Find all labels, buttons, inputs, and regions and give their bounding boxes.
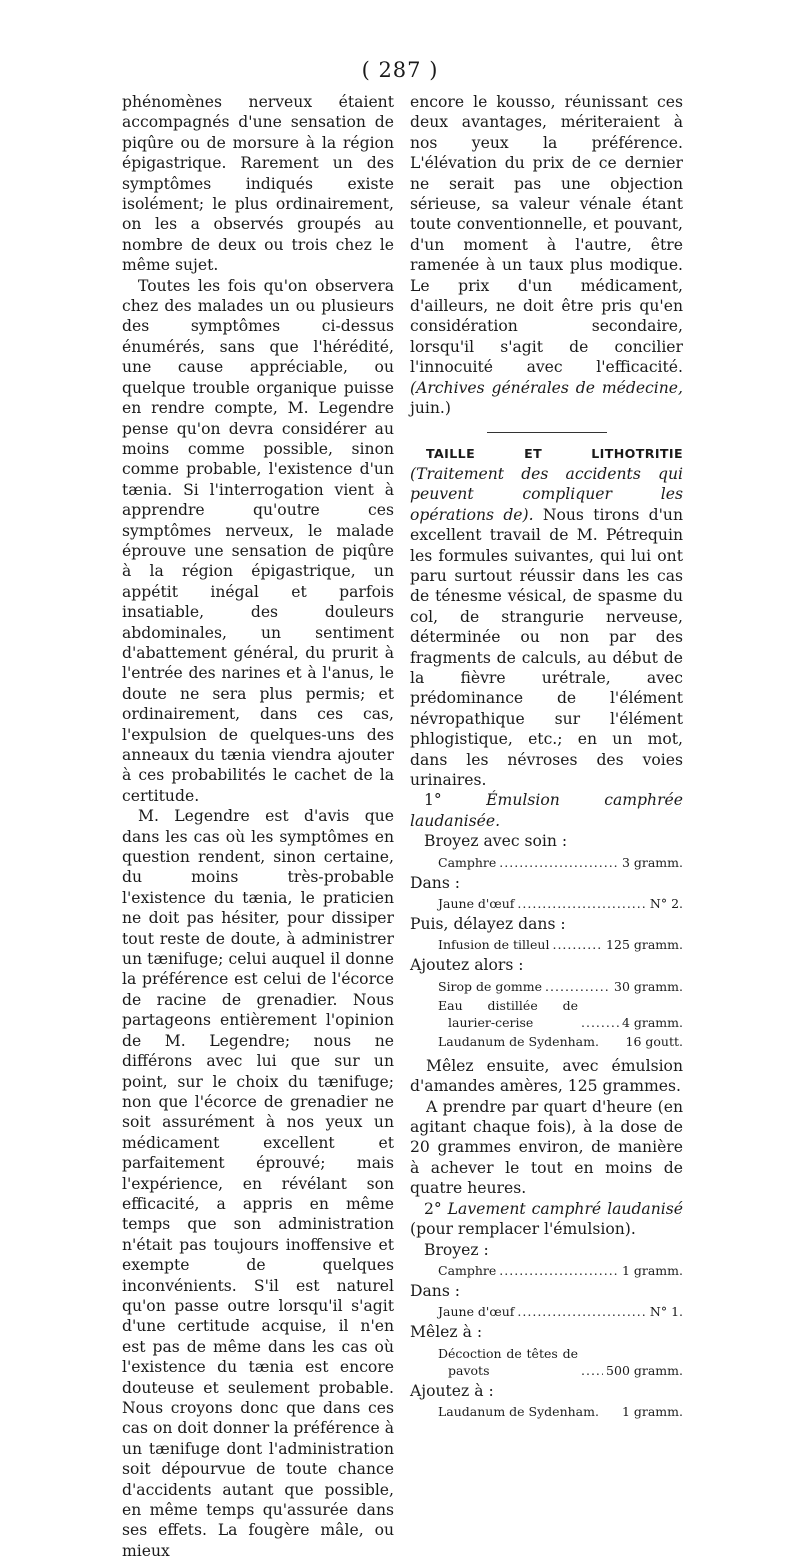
formula-2-ingredient-1 (410, 1262, 683, 1279)
ingredient-qty: 16 goutt. (625, 1033, 683, 1049)
ingredient-name: Jaune d'œuf (438, 896, 515, 912)
ingredient-name: Laudanum de Sydenham. (438, 1033, 599, 1049)
ingredient-qty: 30 gramm. (614, 978, 683, 994)
leader-dots (581, 1014, 619, 1031)
ingredient-qty: 500 gramm. (606, 1362, 683, 1378)
left-paragraph-2: Toutes les fois qu'on observera chez des malades un ou plusieurs des symptômes ci-dessus énumérés, sans que l'hérédité, une cause appréciable, ou quelque trouble organique puisse en rendre compte, M. Legendre pense qu'on devra considérer au moins comme possible, sinon comme probable, l'existence d'un tænia. Si l'interrogation vient à apprendre qu'outre ces symptômes nerveux, le malade éprouve une sensation de piqûre à la région épigastrique, un appétit inégal et parfois insatiable, des douleurs abdominales, un sentiment d'abattement général, du prurit à l'entrée des narines et à l'anus, le doute ne sera plus permis; et ordinairement, dans ces cas, l'expulsion de quelques-uns des anneaux du tænia viendra ajouter à ces probabilités le cachet de la certitude. (122, 276, 394, 805)
formula-1-ingredient-4 (410, 978, 683, 995)
intro-citation-end: juin.) (410, 399, 451, 418)
intro-text: encore le kousso, réunissant ces deux avantages, mériteraient à nos yeux la préférence. L'élévation du prix de ce dernier ne serait pas une objection sérieuse, sa valeur vénale étant toute conventionnelle, et pouvant, d'un moment à l'autre, être ramenée à un taux plus modique. Le prix d'un médicament, d'ailleurs, ne doit être pris qu'en considération secondaire, lorsqu'il s'agit de concilier l'innocuité avec l'efficacité. (410, 93, 683, 377)
formula-1-step-3: Puis, délayez dans : (410, 915, 566, 934)
ingredient-name: Eau distillée de laurier-cerise (438, 997, 578, 1030)
ingredient-name: Camphre (438, 854, 497, 870)
formula-1-step-1: Broyez avec soin : (424, 832, 568, 851)
formula-2-ingredient-2 (410, 1303, 683, 1320)
formula-1-note-2: A prendre par quart d'heure (en agitant chaque fois), à la dose de 20 grammes environ, de manière à achever le tout en moins de quatre heures. (410, 1097, 683, 1198)
formula-2-ingredient-4 (410, 1403, 683, 1420)
formula-2-heading (410, 1199, 683, 1240)
page-number: ( 287 ) (361, 58, 439, 82)
ingredient-name: Sirop de gomme (438, 978, 543, 994)
ingredient-qty: 3 gramm. (621, 854, 683, 870)
section-paragraph (410, 443, 683, 791)
formula-2-step-3: Mêlez à : (410, 1323, 483, 1342)
formula-2-step-4: Ajoutez à : (410, 1381, 494, 1400)
ingredient-qty: 1 gramm. (621, 1262, 683, 1278)
ingredient-qty: 125 gramm. (606, 937, 683, 953)
left-paragraph-3: M. Legendre est d'avis que dans les cas où les symptômes en question rendent, sinon certaine, du moins très-probable l'existence du tænia, le praticien ne doit pas hésiter, pour dissiper tout reste de doute, à administrer un tænifuge; celui auquel il donne la préférence est celui de l'écorce de racine de grenadier. Nous partageons entièrement l'opinion de M. Legendre; nous ne différons avec lui que sur un point, sur le choix du tænifuge; non que l'écorce de grenadier ne soit assurément à nos yeux un médicament excellent et parfaitement éprouvé; mais l'expérience, en révélant son efficacité, a appris en même temps que son administration n'était pas toujours inoffensive et exempte de quelques inconvénients. S'il est naturel qu'on passe outre lorsqu'il s'agit d'une certitude acquise, il n'en est pas de même dans les cas où l'existence du tænia est encore douteuse et seulement probable. Nous croyons donc que dans ces cas on doit donner la préférence à un tænifuge dont l'administration soit dépourvue de toute chance d'accidents autant que possible, en même temps qu'assurée dans ses effets. La fougère mâle, ou mieux (122, 807, 394, 1560)
ingredient-qty: 1 gramm. (621, 1404, 683, 1420)
left-column (122, 92, 394, 1561)
formula-1-ingredient-5 (410, 997, 683, 1031)
right-intro-paragraph (410, 92, 683, 419)
formula-2-number: 2° (424, 1199, 442, 1218)
formula-1-ingredient-3 (410, 936, 683, 953)
section-subtitle: (Traitement des accidents qui peuvent compliquer les opérations de). (410, 464, 683, 524)
formula-1-ingredient-6 (410, 1033, 683, 1050)
formula-2-step-2: Dans : (410, 1281, 461, 1300)
ingredient-name: Laudanum de Sydenham. (438, 1404, 599, 1420)
formula-1-step-2: Dans : (410, 873, 461, 892)
formula-1-title: Émulsion camphrée laudanisée. (410, 791, 683, 830)
intro-citation: (Archives générales de médecine, (410, 378, 683, 397)
leader-dots (581, 1362, 603, 1379)
leader-dots (552, 936, 603, 953)
ingredient-qty: 4 gramm. (621, 1014, 683, 1030)
leader-dots (499, 854, 619, 871)
section-text: Nous tirons d'un excellent travail de M. Pétrequin les formules suivantes, qui lui ont paru surtout réussir dans les cas de ténesme vésical, de spasme du col, de strangurie nerveuse, déterminée ou non par des fragments de calculs, au début de la fièvre urétrale, avec prédominance de l'élément névropathique sur l'élément phlogistique, etc.; en un mot, dans les névroses des voies urinaires. (410, 505, 683, 789)
ingredient-name: Décoction de têtes de pavots (438, 1345, 578, 1378)
formula-1-ingredient-1 (410, 854, 683, 871)
formula-2-ingredient-3 (410, 1345, 683, 1379)
formula-2-step-1: Broyez : (424, 1240, 489, 1259)
ingredient-qty: N° 2. (649, 896, 683, 912)
leader-dots (499, 1262, 619, 1279)
formula-1-note-1: Mêlez ensuite, avec émulsion d'amandes amères, 125 grammes. (410, 1056, 683, 1096)
formula-2-subtitle: (pour remplacer l'émulsion). (410, 1220, 636, 1239)
ingredient-name: Jaune d'œuf (438, 1304, 515, 1320)
left-paragraph-1: phénomènes nerveux étaient accompagnés d'une sensation de piqûre ou de morsure à la région épigastrique. Rarement un des symptômes indiqués existe isolément; le plus ordinairement, on les a observés groupés au nombre de deux ou trois chez le même sujet. (122, 93, 394, 275)
leader-dots (545, 978, 611, 995)
formula-1-step-4: Ajoutez alors : (410, 956, 524, 975)
leader-dots (517, 895, 646, 912)
formula-2-title: Lavement camphré laudanisé (447, 1199, 683, 1218)
ingredient-name: Infusion de tilleul (438, 937, 550, 953)
leader-dots (517, 1303, 646, 1320)
ingredient-name: Camphre (438, 1262, 497, 1278)
ingredient-qty: N° 1. (649, 1304, 683, 1320)
formula-1-heading (410, 790, 683, 831)
section-title: TAILLE ET LITHOTRITIE (426, 445, 683, 461)
right-column (410, 92, 683, 1422)
section-divider (487, 432, 607, 433)
formula-1-ingredient-2 (410, 895, 683, 912)
formula-1-number: 1° (424, 791, 442, 810)
